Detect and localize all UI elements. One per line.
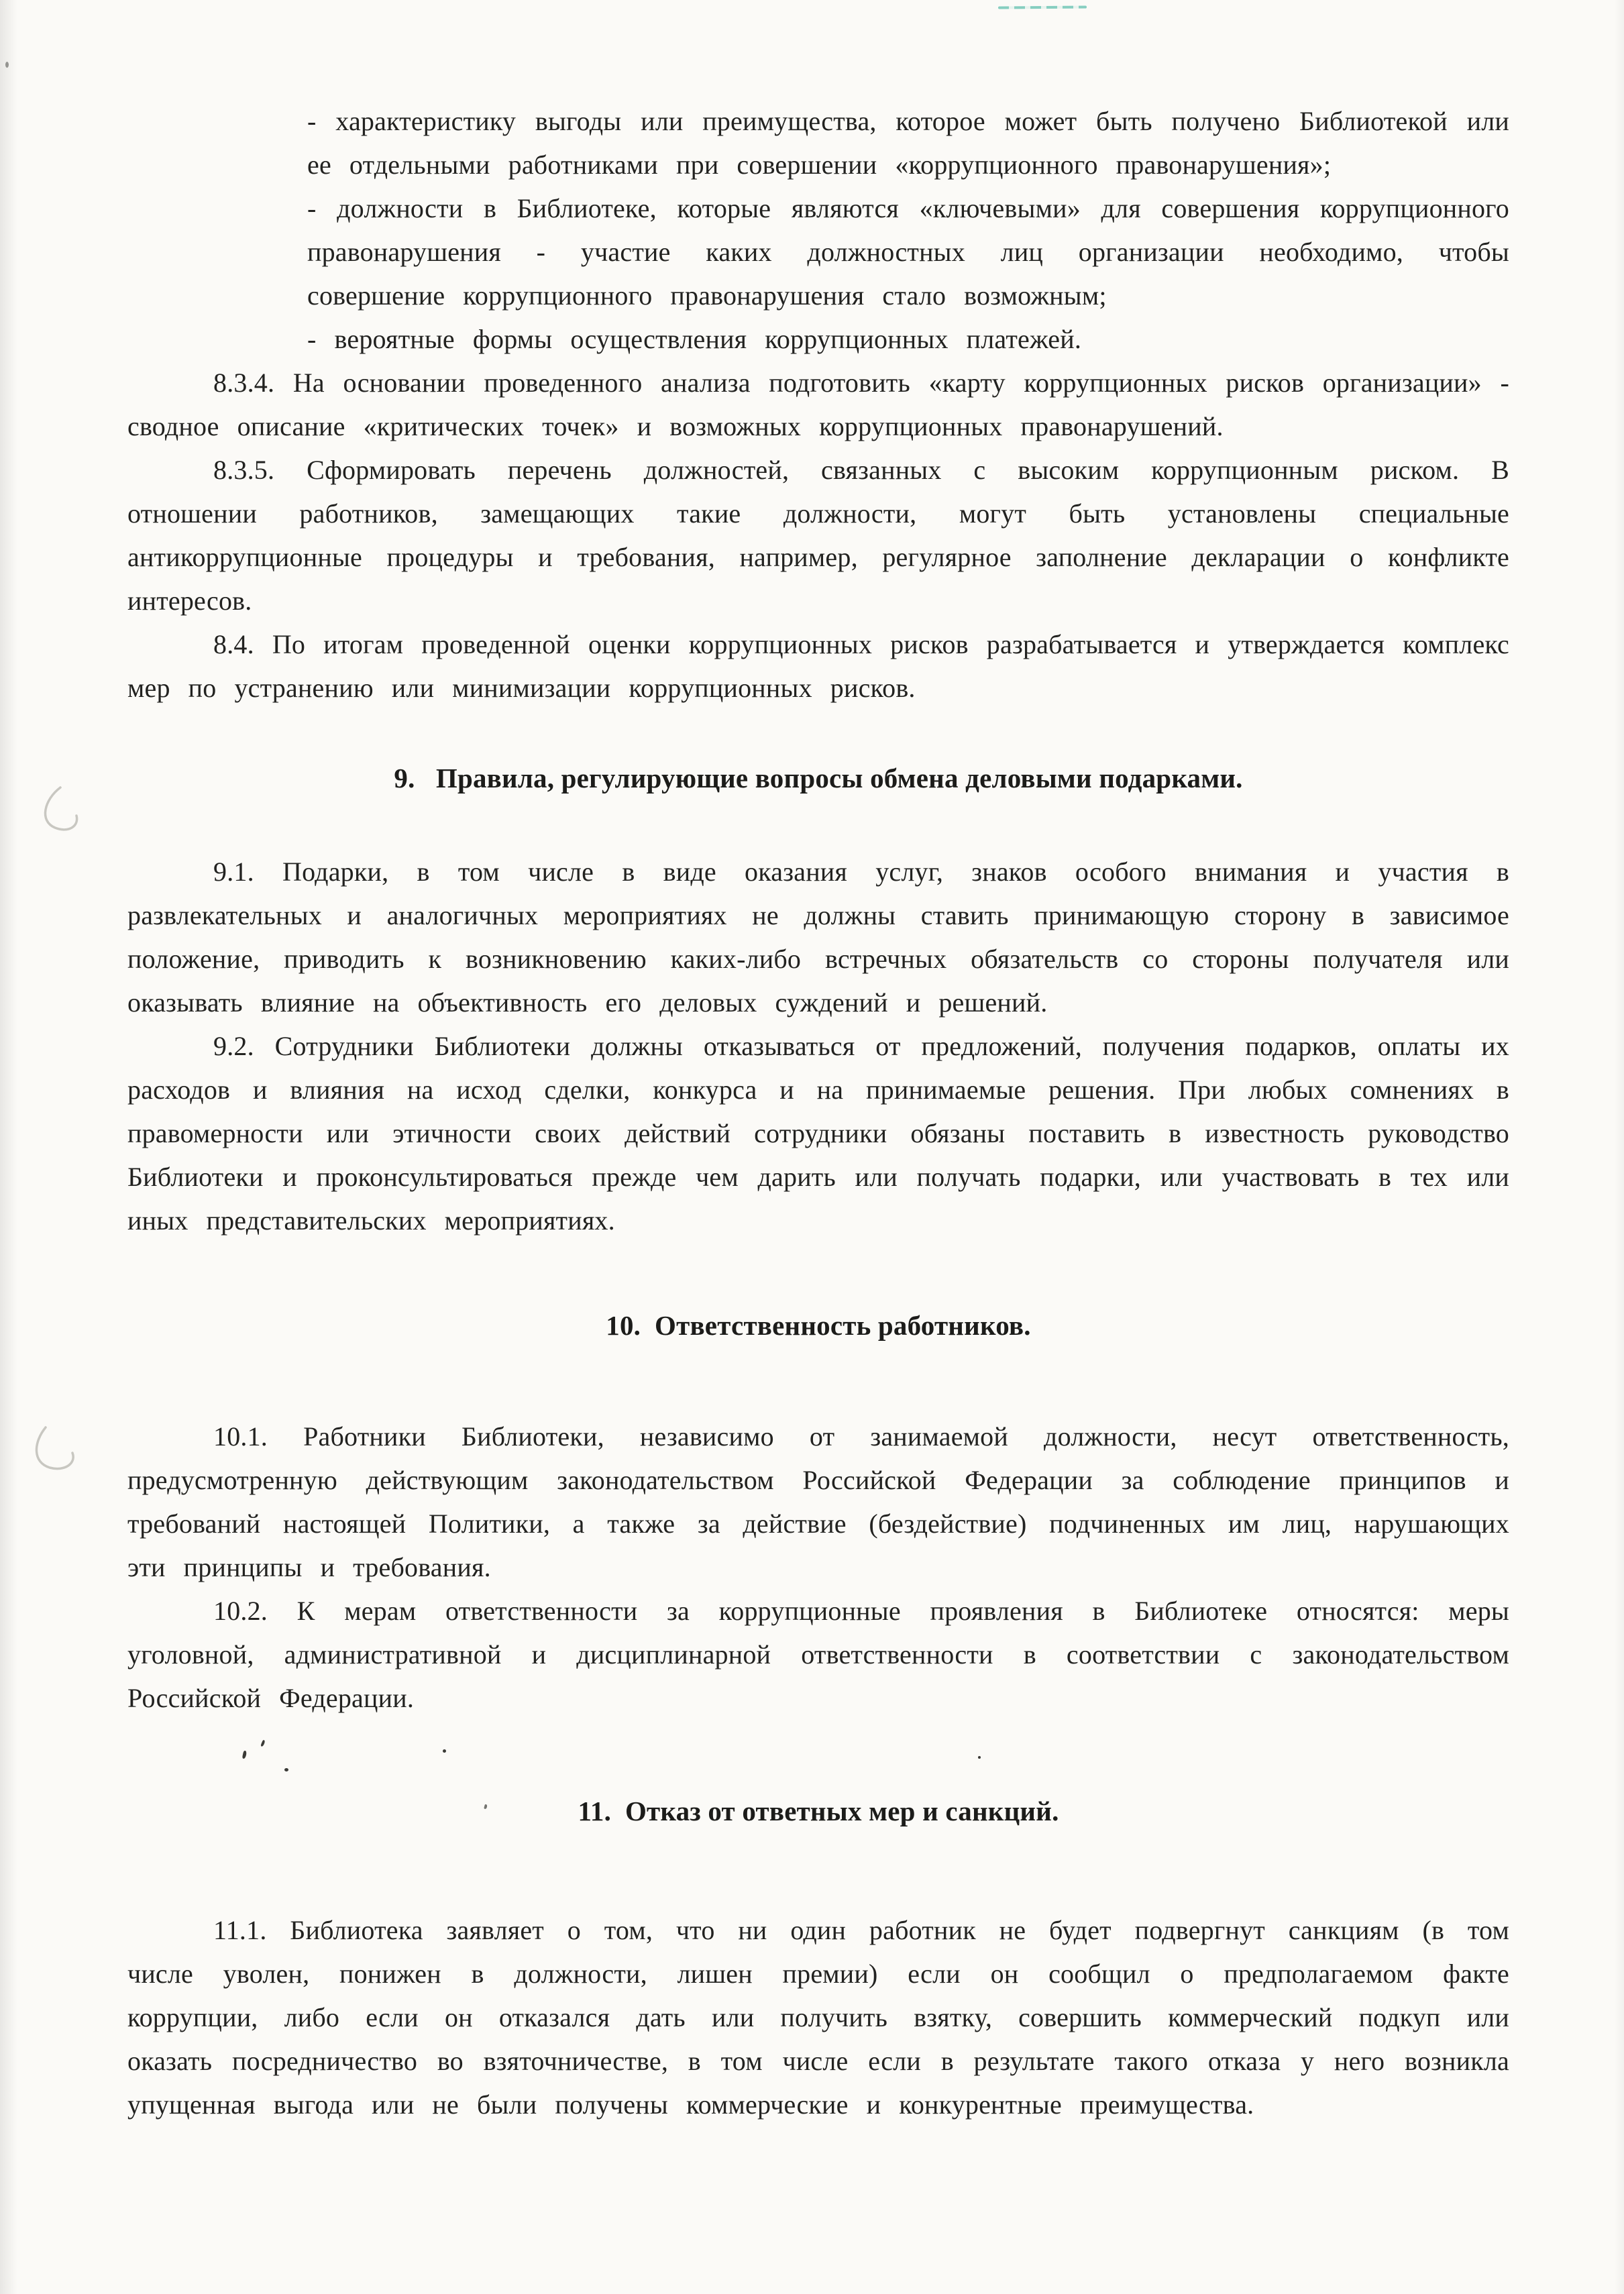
pencil-mark [25,1406,113,1493]
paragraph-8-4: 8.4. По итогам проведенной оценки коррупционных рисков разрабатывается и утверждается комплекс мер по устранению или минимизации коррупционных рисков. [127,629,1509,703]
paragraph-9-1: 9.1. Подарки, в том числе в виде оказания услуг, знаков особого внимания и участия в развлекательных и аналогичных мероприятиях не должны ставить принимающую сторону в зависимое положение, приводить к возникновению каких-либо встречных обязательств со стороны получателя или оказывать влияние на объективность его деловых суждений и решений. [127,857,1509,1018]
paragraph-8-3-5: 8.3.5. Сформировать перечень должностей, связанных с высоким коррупционным риском. В отношении работников, замещающих такие должности, могут быть установлены специальные антикоррупционные процедуры и требования, например, регулярное заполнение декларации о конфликте интересов. [127,455,1509,616]
list-item-key-positions: - должности в Библиотеке, которые являются «ключевыми» для совершения коррупционного правонарушения - участие каких должностных лиц организации необходимо, чтобы совершение коррупционного правонарушения стало возможным; [307,193,1509,311]
list-item-benefit-description: - характеристику выгоды или преимущества, которое может быть получено Библиотекой или ее отдельными работниками при совершении «коррупционного правонарушения»; [307,106,1509,180]
pencil-mark [32,765,119,852]
paragraph-8-3-4: 8.3.4. На основании проведенного анализа подготовить «карту коррупционных рисков организации» - сводное описание «критических точек» и возможных коррупционных правонарушений. [127,368,1509,441]
ink-speck [5,62,9,68]
list-item-payment-forms: - вероятные формы осуществления коррупционных платежей. [307,324,1082,354]
paragraph-10-1: 10.1. Работники Библиотеки, независимо от занимаемой должности, несут ответственность, предусмотренную действующим законодательством Российской Федерации за соблюдение принципов и требований настоящей Политики, а также за действие (бездействие) подчиненных им лиц, нарушающих эти принципы и требования. [127,1421,1509,1582]
section-9-heading: 9. Правила, регулирующие вопросы обмена деловыми подарками. [394,763,1243,794]
section-10-heading: 10. Ответственность работников. [606,1310,1031,1341]
scan-artifact-teal-line [998,6,1087,9]
paragraph-10-2: 10.2. К мерам ответственности за коррупционные проявления в Библиотеке относятся: меры уголовной, административной и дисциплинарной ответственности в соответствии с законодательством Российской Федерации. [127,1596,1509,1713]
section-11-heading: 11. Отказ от ответных мер и санкций. [578,1796,1059,1826]
document-text-block [127,99,1509,2126]
paragraph-11-1: 11.1. Библиотека заявляет о том, что ни один работник не будет подвергнут санкциям (в том числе уволен, понижен в должности, лишен премии) если он сообщил о предполагаемом факте коррупции, либо если он отказался дать или получить взятку, совершить коммерческий подкуп или оказать посредничество во взяточничестве, в том числе если в результате такого отказа у него возникла упущенная выгода или не были получены коммерческие и конкурентные преимущества. [127,1915,1509,2120]
paragraph-9-2: 9.2. Сотрудники Библиотеки должны отказываться от предложений, получения подарков, оплаты их расходов и влияния на исход сделки, конкурса и на принимаемые решения. При любых сомнениях в правомерности или этичности своих действий сотрудники обязаны поставить в известность руководство Библиотеки и проконсультироваться прежде чем дарить или получать подарки, или участвовать в тех или иных представительских мероприятиях. [127,1031,1509,1236]
